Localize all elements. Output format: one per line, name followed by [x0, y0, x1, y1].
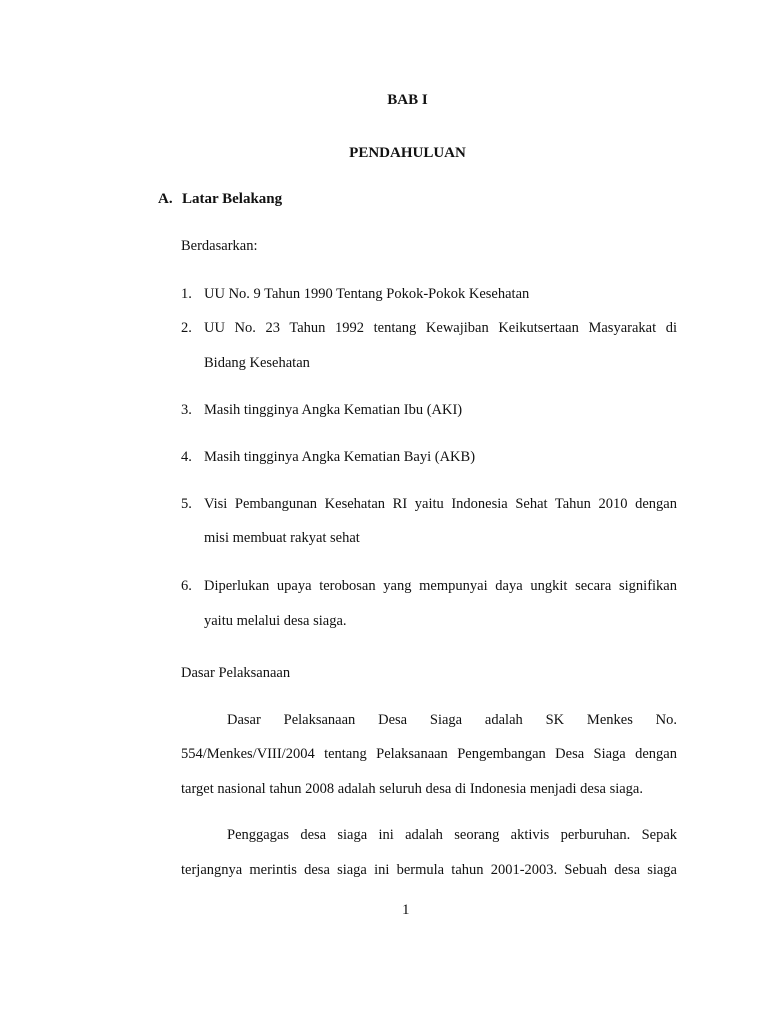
list-item-line: Masih tingginya Angka Kematian Ibu (AKI) [204, 402, 463, 418]
list-item-line: UU No. 23 Tahun 1992 tentang Kewajiban Keikutsertaan Masyarakat di [204, 320, 677, 336]
list-number: 5. [181, 496, 192, 512]
section-title: Latar Belakang [182, 191, 283, 207]
paragraph-line: 554/Menkes/VIII/2004 tentang Pelaksanaan Pengembangan Desa Siaga dengan [181, 746, 677, 762]
paragraph-line: Penggagas desa siaga ini adalah seorang aktivis perburuhan. Sepak [227, 827, 677, 843]
list-item-line: UU No. 9 Tahun 1990 Tentang Pokok-Pokok Kesehatan [204, 286, 530, 302]
list-number: 1. [181, 286, 192, 302]
paragraph-line: target nasional tahun 2008 adalah seluruh desa di Indonesia menjadi desa siaga. [181, 781, 643, 797]
subheading: Dasar Pelaksanaan [181, 665, 291, 681]
list-item-line: yaitu melalui desa siaga. [204, 613, 347, 629]
list-number: 2. [181, 320, 192, 336]
list-number: 6. [181, 578, 192, 594]
list-item-line: Masih tingginya Angka Kematian Bayi (AKB) [204, 449, 476, 465]
paragraph-line: terjangnya merintis desa siaga ini bermula tahun 2001-2003. Sebuah desa siaga [181, 862, 677, 878]
section-marker: A. [158, 191, 173, 207]
intro-label: Berdasarkan: [181, 238, 258, 254]
list-item-line: misi membuat rakyat sehat [204, 530, 360, 546]
chapter-title: PENDAHULUAN [349, 145, 466, 161]
paragraph-line: Dasar Pelaksanaan Desa Siaga adalah SK Menkes No. [227, 712, 677, 728]
list-number: 3. [181, 402, 192, 418]
list-item-line: Diperlukan upaya terobosan yang mempunyai daya ungkit secara signifikan [204, 578, 677, 594]
chapter-label: BAB I [387, 92, 428, 108]
list-item-line: Visi Pembangunan Kesehatan RI yaitu Indonesia Sehat Tahun 2010 dengan [204, 496, 677, 512]
list-number: 4. [181, 449, 192, 465]
page-number: 1 [402, 902, 410, 918]
list-item-line: Bidang Kesehatan [204, 355, 310, 371]
